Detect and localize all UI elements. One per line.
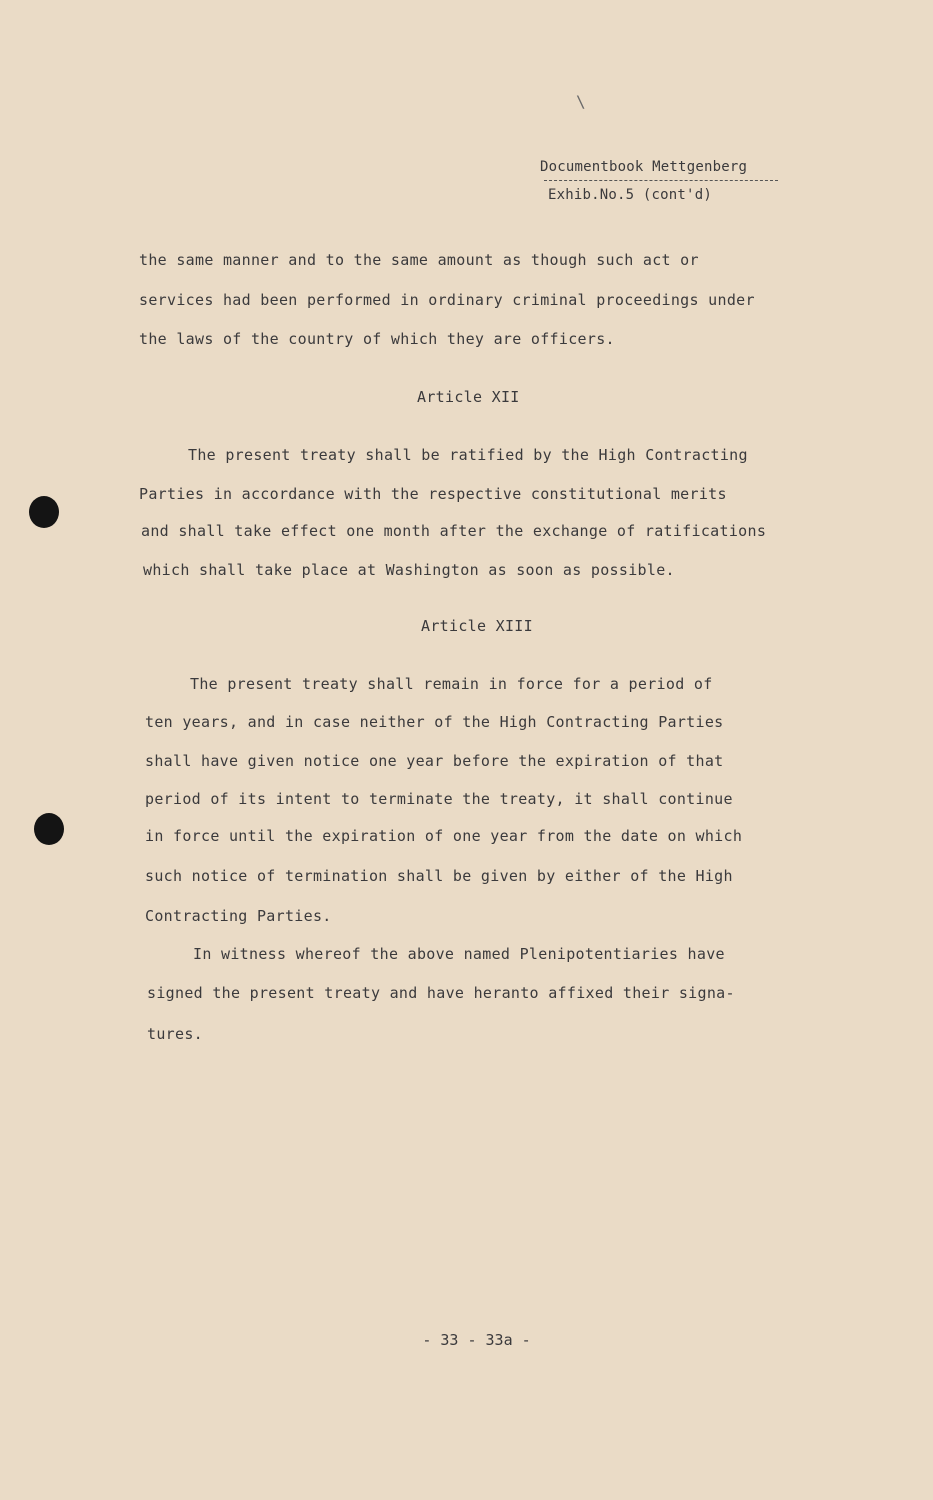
text-line: such notice of termination shall be given by either of the High: [145, 867, 733, 885]
punch-hole-top: [29, 496, 59, 528]
documentbook-title: Documentbook Mettgenberg: [540, 159, 748, 175]
text-line: signed the present treaty and have heranto affixed their signa-: [147, 984, 735, 1002]
text-line: the same manner and to the same amount as though such act or: [139, 251, 699, 269]
text-line: tures.: [147, 1025, 203, 1043]
exhibit-label: Exhib.No.5 (cont'd): [548, 187, 712, 203]
text-line: the laws of the country of which they are officers.: [139, 330, 615, 348]
text-line: and shall take effect one month after the exchange of ratifications: [141, 522, 767, 540]
article-xiii-heading: Article XIII: [421, 617, 533, 635]
text-line: period of its intent to terminate the treaty, it shall continue: [145, 790, 733, 808]
text-line: in force until the expiration of one year from the date on which: [145, 827, 743, 845]
article-xii-heading: Article XII: [417, 388, 520, 406]
text-line: Parties in accordance with the respective constitutional merits: [139, 485, 727, 503]
text-line: ten years, and in case neither of the High Contracting Parties: [145, 713, 724, 731]
header-divider: [544, 180, 778, 181]
text-line: The present treaty shall remain in force for a period of: [190, 675, 713, 693]
text-line: shall have given notice one year before the expiration of that: [145, 752, 724, 770]
page-number: - 33 - 33a -: [422, 1331, 531, 1349]
pencil-mark: \: [576, 92, 586, 111]
text-line: which shall take place at Washington as soon as possible.: [143, 561, 675, 579]
text-line: The present treaty shall be ratified by the High Contracting: [188, 446, 748, 464]
text-line: In witness whereof the above named Plenipotentiaries have: [193, 945, 725, 963]
text-line: Contracting Parties.: [145, 907, 332, 925]
text-line: services had been performed in ordinary criminal proceedings under: [139, 291, 755, 309]
punch-hole-bottom: [34, 813, 64, 845]
